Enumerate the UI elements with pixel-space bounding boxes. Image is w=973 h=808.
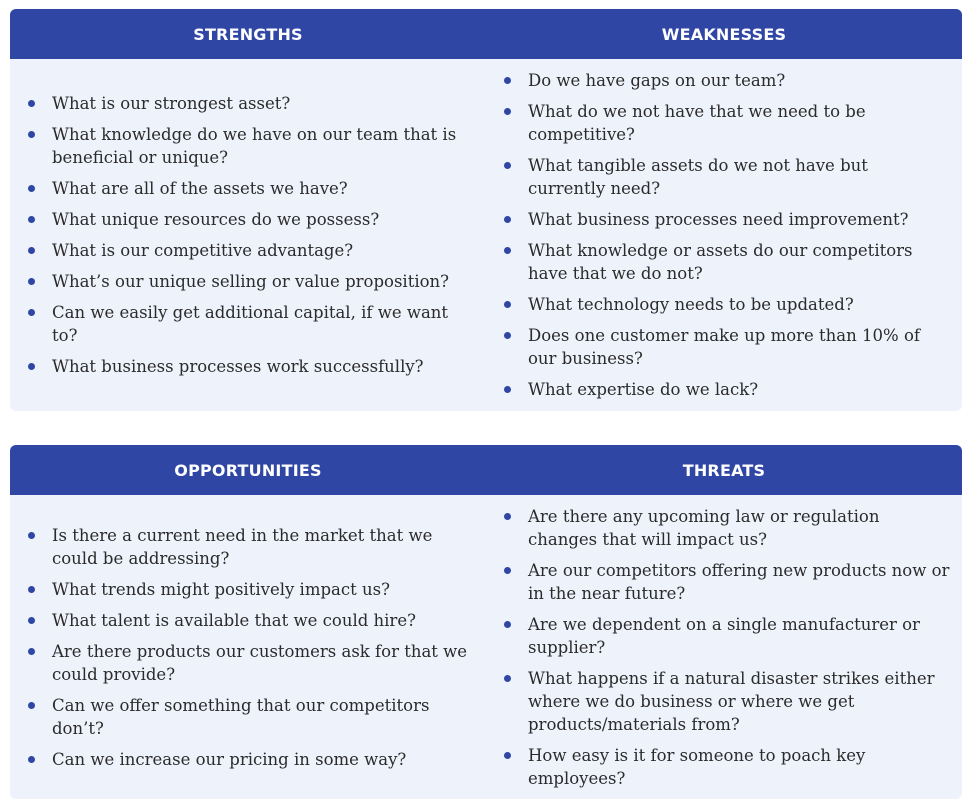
list-item: What talent is available that we could hire?: [52, 609, 476, 632]
list-item: What are all of the assets we have?: [52, 177, 476, 200]
list-item: Does one customer make up more than 10% of our business?: [528, 324, 950, 370]
list-item: Can we offer something that our competitors don’t?: [52, 694, 476, 740]
strengths-list: [10, 84, 486, 386]
list-item: What expertise do we lack?: [528, 378, 950, 401]
opportunities-column: [10, 495, 486, 799]
list-item: What is our strongest asset?: [52, 92, 476, 115]
list-item: Are there any upcoming law or regulation changes that will impact us?: [528, 505, 950, 551]
list-item: What technology needs to be updated?: [528, 293, 950, 316]
list-item: What trends might positively impact us?: [52, 578, 476, 601]
list-item: Are our competitors offering new products now or in the near future?: [528, 560, 950, 603]
list-item: What knowledge do we have on our team that is beneficial or unique?: [52, 123, 476, 169]
threats-column: [486, 495, 962, 799]
threats-list: [486, 497, 962, 798]
list-item: What business processes work successfully?: [52, 355, 476, 378]
list-item: What’s our unique selling or value proposition?: [52, 270, 476, 293]
weaknesses-title: WEAKNESSES: [661, 24, 787, 44]
strengths-column: [10, 59, 486, 411]
opportunities-title: OPPORTUNITIES: [174, 460, 322, 480]
list-item: What tangible assets do we not have but currently need?: [528, 154, 950, 200]
list-item: Are we dependent on a single manufacturer or supplier?: [528, 613, 950, 659]
threats-title: THREATS: [682, 460, 766, 480]
bottom-header-bar: [10, 445, 962, 495]
list-item: Do we have gaps on our team?: [528, 69, 950, 92]
list-item: What happens if a natural disaster strikes either where we do business or where we get products/materials from?: [528, 667, 950, 736]
weaknesses-list: [486, 61, 962, 409]
list-item: What unique resources do we possess?: [52, 208, 476, 231]
swot-bottom-panel: [10, 445, 962, 799]
list-item: What do we not have that we need to be competitive?: [528, 100, 950, 146]
swot-top-panel: [10, 9, 962, 411]
strengths-title: STRENGTHS: [193, 24, 303, 44]
top-header-bar: [10, 9, 962, 59]
list-item: How easy is it for someone to poach key employees?: [528, 744, 950, 790]
list-item: What business processes need improvement?: [528, 208, 950, 231]
list-item: Can we increase our pricing in some way?: [52, 748, 476, 771]
list-item: What is our competitive advantage?: [52, 239, 476, 262]
list-item: Can we easily get additional capital, if we want to?: [52, 301, 476, 347]
opportunities-list: [10, 516, 486, 779]
list-item: Is there a current need in the market that we could be addressing?: [52, 524, 476, 570]
weaknesses-column: [486, 59, 962, 411]
list-item: What knowledge or assets do our competitors have that we do not?: [528, 239, 950, 285]
list-item: Are there products our customers ask for that we could provide?: [52, 640, 476, 686]
